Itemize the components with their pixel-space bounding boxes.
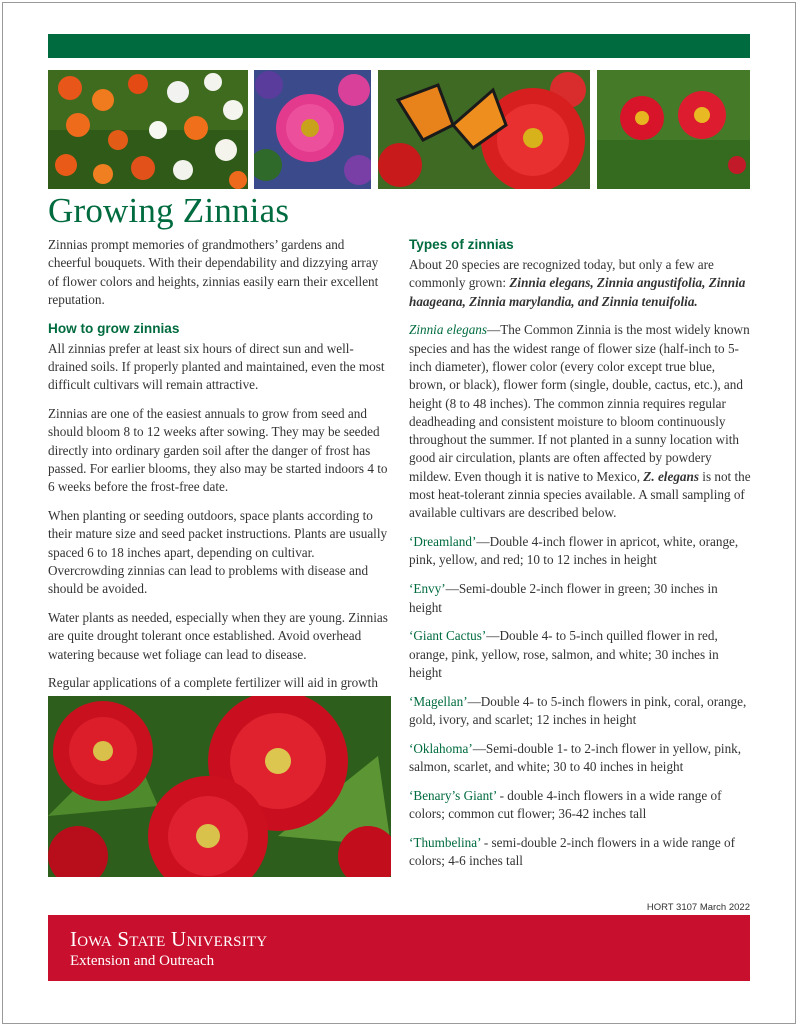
cultivar-desc: - double 4-inch flowers in a wide range of colors; common cut flower; 36-42 inches tall bbox=[409, 787, 722, 822]
cultivar-envy bbox=[409, 580, 752, 617]
types-heading: Types of zinnias bbox=[409, 237, 514, 252]
zinnia-elegans-name: Zinnia elegans bbox=[409, 322, 488, 338]
cultivar-name: ‘Giant Cactus’ bbox=[409, 628, 487, 644]
zinnia-elegans-text-1: —The Common Zinnia is the most widely known species and has the widest range of flower size (half-inch to 5-inch diameter), flower color (every color except true blue, brown, or black), flower form (single, double, cactus, etc.), and height (8 to 48 inches). The common zinnia requires regular deadheading and consistent moisture to bloom continuously throughout the summer. If not planted in a sunny location with good air circulation, plants are often affected by powdery mildew. Even though it is native to Mexico, bbox=[409, 322, 750, 484]
right-column bbox=[409, 236, 752, 881]
header-bar bbox=[48, 34, 750, 58]
how-to-grow-heading: How to grow zinnias bbox=[48, 320, 180, 336]
left-column bbox=[48, 236, 388, 722]
cultivar-giant-cactus bbox=[409, 627, 752, 682]
zinnia-garden-photo bbox=[48, 70, 248, 189]
brand-subtitle: Extension and Outreach bbox=[70, 953, 215, 969]
cultivar-benarys-giant bbox=[409, 787, 752, 824]
cultivar-name: ‘Envy’ bbox=[409, 581, 446, 597]
cultivar-oklahoma bbox=[409, 740, 752, 777]
cultivar-name: ‘Benary’s Giant’ bbox=[409, 787, 497, 803]
red-zinnias-photo bbox=[597, 70, 750, 189]
cultivar-desc: - semi-double 2-inch flowers in a wide range of colors; 4-6 inches tall bbox=[409, 835, 736, 869]
types-intro bbox=[409, 256, 752, 311]
cultivar-desc: —Semi-double 1- to 2-inch flower in yellow, pink, salmon, scarlet, and white; 30 to 40 inches in height bbox=[409, 740, 742, 775]
how-to-grow-paragraph-2: Zinnias are one of the easiest annuals to grow from seed and should bloom 8 to 12 weeks after sowing. They may be seeded directly into ordinary garden soil after the danger of frost has passed. For earlier blooms, they also may be started indoors 4 to 6 weeks before the frost-free date. bbox=[48, 406, 388, 495]
how-to-grow-paragraph-4: Water plants as needed, especially when they are young. Zinnias are quite drought tolerant once established. Avoid overhead watering because wet foliage can lead to disease. bbox=[48, 610, 388, 662]
cultivar-dreamland bbox=[409, 533, 752, 570]
document-id: HORT 3107 March 2022 bbox=[646, 902, 750, 913]
pink-zinnia-photo bbox=[254, 70, 371, 189]
zinnia-elegans-paragraph bbox=[409, 321, 752, 522]
cultivar-name: ‘Thumbelina’ bbox=[409, 835, 481, 851]
cultivar-desc: —Double 4-inch flower in apricot, white, orange, pink, yellow, and red; 10 to 12 inches in height bbox=[409, 534, 739, 568]
species-list: Zinnia elegans, Zinnia angustifolia, Zinnia haageana, Zinnia marylandia, and Zinnia tenuifolia. bbox=[409, 275, 746, 309]
cultivar-magellan bbox=[409, 693, 752, 730]
cultivar-desc: —Semi-double 2-inch flower in green; 30 inches in height bbox=[409, 581, 718, 615]
footer-bar bbox=[48, 915, 750, 981]
zinnia-elegans-text-2: is not the most heat-tolerant zinnia species available. A small sampling of available cultivars are described below. bbox=[409, 468, 751, 521]
cultivar-name: ‘Magellan’ bbox=[409, 693, 468, 709]
cultivar-thumbelina bbox=[409, 834, 752, 871]
cultivar-name: ‘Oklahoma’ bbox=[409, 740, 473, 756]
monarch-butterfly-zinnia-photo bbox=[378, 70, 590, 189]
how-to-grow-paragraph-5: Regular applications of a complete fertilizer will aid in growth bbox=[48, 675, 378, 691]
cultivar-desc: —Double 4- to 5-inch flowers in pink, coral, orange, gold, ivory, and scarlet; 12 inches in height bbox=[409, 693, 747, 728]
types-intro-text: About 20 species are recognized today, but only a few are commonly grown: bbox=[409, 257, 714, 291]
cultivar-desc: —Double 4- to 5-inch quilled flower in red, orange, pink, yellow, rose, salmon, and white; 30 inches in height bbox=[409, 628, 719, 680]
how-to-grow-paragraph-1: All zinnias prefer at least six hours of direct sun and well-drained soils. If properly planted and maintained, even the most difficult cultivars will remain attractive. bbox=[48, 340, 385, 393]
brand-logo: Iowa State University bbox=[70, 927, 268, 951]
page-title: Growing Zinnias bbox=[48, 191, 290, 230]
how-to-grow-paragraph-3: When planting or seeding outdoors, space plants according to their mature size and seed packet instructions. Plants are usually spaced 6 to 18 inches apart, depending on cultivar. Overcrowding zinnias can lead to problems with disease and should be avoided. bbox=[48, 508, 388, 597]
red-zinnia-closeup-photo bbox=[48, 696, 391, 877]
intro-paragraph: Zinnias prompt memories of grandmothers’ gardens and cheerful bouquets. With their dependability and dizzying array of flower colors and heights, zinnias easily earn their excellent reputation. bbox=[48, 237, 379, 307]
cultivar-name: ‘Dreamland’ bbox=[409, 534, 477, 550]
zinnia-elegans-abbrev: Z. elegans bbox=[643, 468, 699, 484]
